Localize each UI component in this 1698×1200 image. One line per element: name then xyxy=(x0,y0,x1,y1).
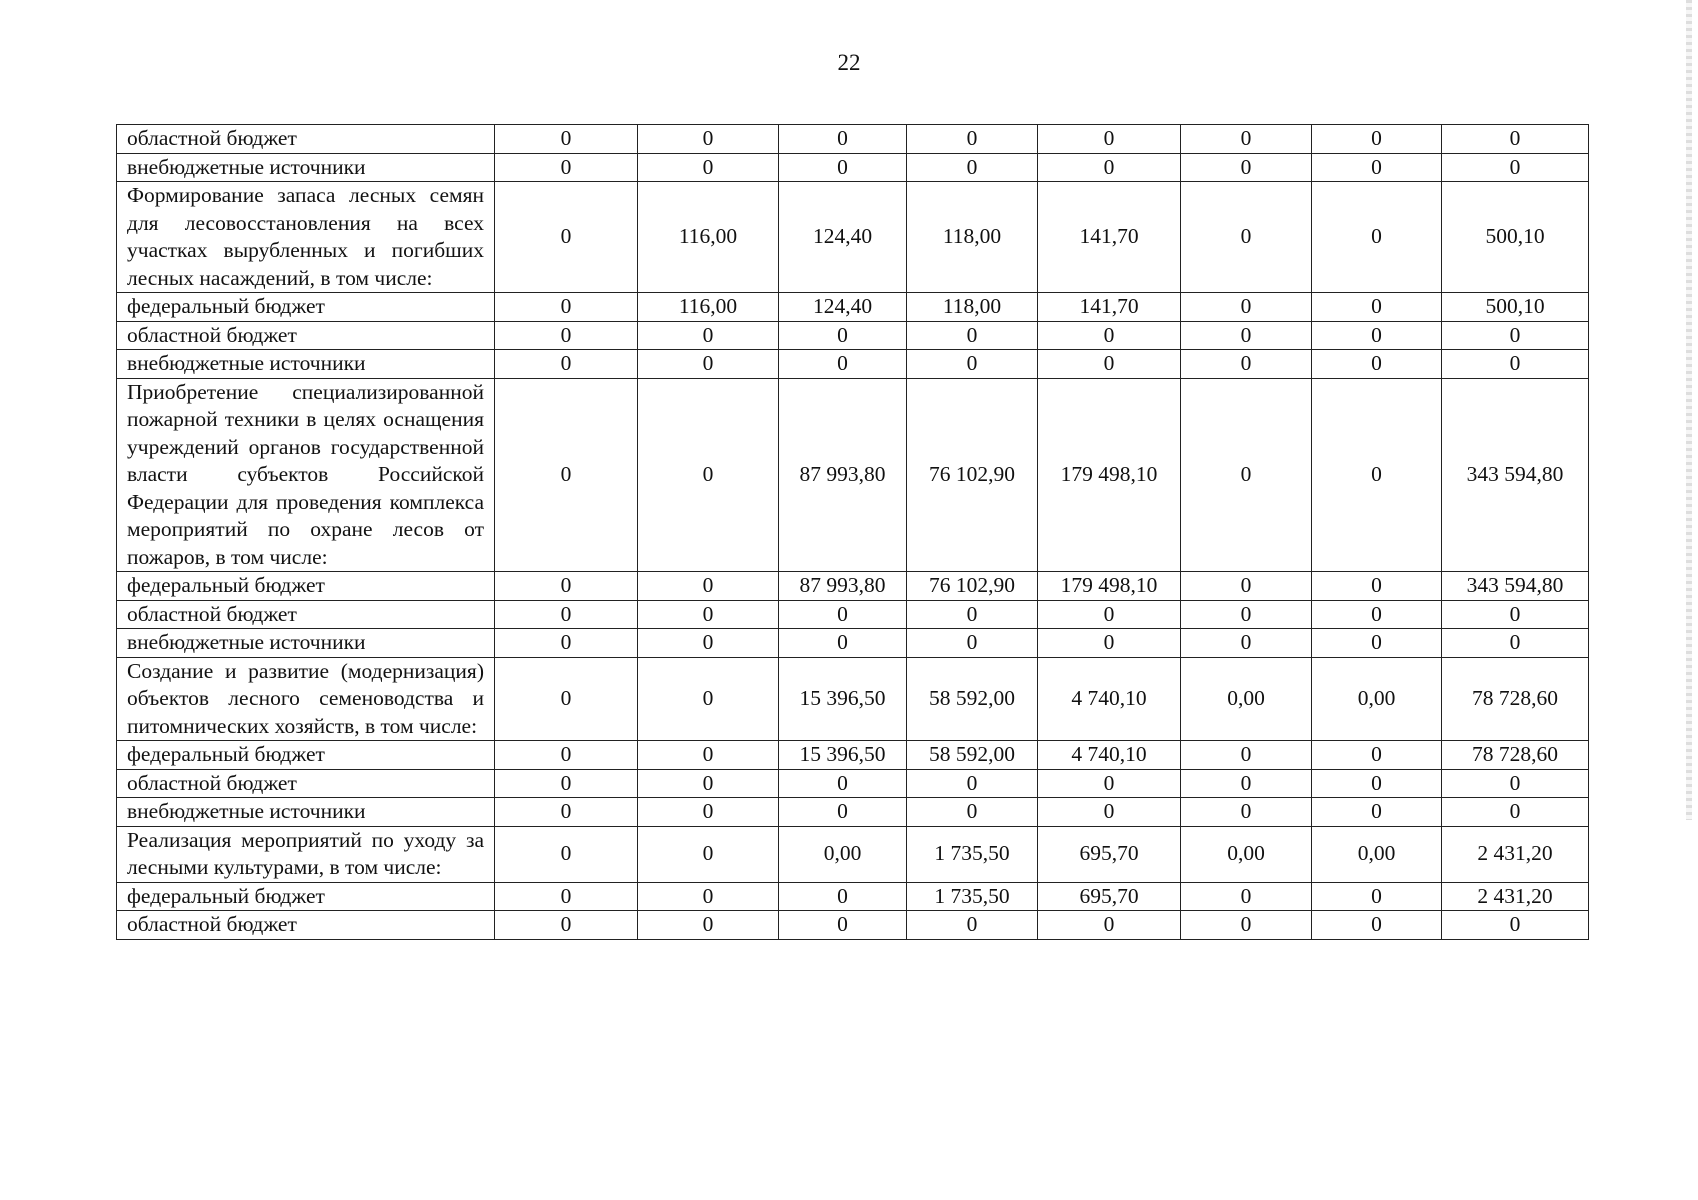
value-cell: 0 xyxy=(638,600,779,629)
value-cell: 0 xyxy=(1442,153,1589,182)
value-cell: 0 xyxy=(638,826,779,882)
value-cell: 695,70 xyxy=(1038,882,1181,911)
value-cell: 0 xyxy=(779,911,907,940)
value-cell: 1 735,50 xyxy=(907,826,1038,882)
table-row-source xyxy=(117,293,1589,322)
value-cell: 0 xyxy=(1312,911,1442,940)
value-cell: 0 xyxy=(495,882,638,911)
value-cell: 0 xyxy=(495,911,638,940)
row-label: областной бюджет xyxy=(117,321,495,350)
table-row-measure xyxy=(117,657,1589,741)
value-cell: 0,00 xyxy=(1312,657,1442,741)
value-cell: 0 xyxy=(1312,321,1442,350)
value-cell: 0 xyxy=(1038,125,1181,154)
value-cell: 0 xyxy=(495,182,638,293)
table-row-measure xyxy=(117,182,1589,293)
value-cell: 0 xyxy=(907,125,1038,154)
value-cell: 0 xyxy=(638,629,779,658)
value-cell: 0 xyxy=(1038,600,1181,629)
value-cell: 0 xyxy=(1181,321,1312,350)
value-cell: 118,00 xyxy=(907,293,1038,322)
value-cell: 0 xyxy=(638,911,779,940)
value-cell: 124,40 xyxy=(779,182,907,293)
value-cell: 0 xyxy=(1312,293,1442,322)
table-row-measure xyxy=(117,826,1589,882)
value-cell: 0 xyxy=(1442,911,1589,940)
value-cell: 0 xyxy=(495,293,638,322)
value-cell: 179 498,10 xyxy=(1038,572,1181,601)
value-cell: 58 592,00 xyxy=(907,741,1038,770)
table-row-source xyxy=(117,600,1589,629)
row-label: внебюджетные источники xyxy=(117,350,495,379)
value-cell: 0 xyxy=(1181,125,1312,154)
value-cell: 78 728,60 xyxy=(1442,657,1589,741)
value-cell: 0 xyxy=(495,378,638,572)
table-row-source xyxy=(117,350,1589,379)
value-cell: 0 xyxy=(1181,741,1312,770)
value-cell: 0 xyxy=(638,657,779,741)
budget-table xyxy=(116,124,1589,940)
value-cell: 116,00 xyxy=(638,182,779,293)
value-cell: 0,00 xyxy=(779,826,907,882)
value-cell: 0 xyxy=(1312,350,1442,379)
value-cell: 0 xyxy=(638,153,779,182)
value-cell: 0 xyxy=(495,572,638,601)
value-cell: 0,00 xyxy=(1312,826,1442,882)
value-cell: 0 xyxy=(638,350,779,379)
row-label: внебюджетные источники xyxy=(117,629,495,658)
value-cell: 0 xyxy=(495,826,638,882)
value-cell: 0 xyxy=(1181,629,1312,658)
value-cell: 0 xyxy=(1442,125,1589,154)
value-cell: 0 xyxy=(638,882,779,911)
value-cell: 0 xyxy=(495,321,638,350)
row-label: Создание и развитие (модернизация) объектов лесного семеноводства и питомнических хозяйств, в том числе: xyxy=(117,657,495,741)
value-cell: 0 xyxy=(495,798,638,827)
value-cell: 0 xyxy=(1038,350,1181,379)
value-cell: 1 735,50 xyxy=(907,882,1038,911)
table-row-source xyxy=(117,769,1589,798)
value-cell: 4 740,10 xyxy=(1038,741,1181,770)
row-label: Формирование запаса лесных семян для лесовосстановления на всех участках вырубленных и погибших лесных насаждений, в том числе: xyxy=(117,182,495,293)
value-cell: 0 xyxy=(1442,798,1589,827)
value-cell: 0 xyxy=(1181,798,1312,827)
value-cell: 0 xyxy=(495,350,638,379)
row-label: областной бюджет xyxy=(117,125,495,154)
value-cell: 0 xyxy=(907,350,1038,379)
value-cell: 0 xyxy=(779,629,907,658)
value-cell: 0 xyxy=(1038,629,1181,658)
value-cell: 0 xyxy=(1181,350,1312,379)
value-cell: 0 xyxy=(1181,182,1312,293)
value-cell: 0 xyxy=(1312,125,1442,154)
value-cell: 0 xyxy=(1181,769,1312,798)
value-cell: 0 xyxy=(1038,911,1181,940)
value-cell: 0 xyxy=(1442,769,1589,798)
row-label: федеральный бюджет xyxy=(117,572,495,601)
value-cell: 179 498,10 xyxy=(1038,378,1181,572)
value-cell: 0 xyxy=(779,600,907,629)
value-cell: 0 xyxy=(1312,741,1442,770)
table-row-source xyxy=(117,911,1589,940)
value-cell: 0 xyxy=(779,882,907,911)
row-label: внебюджетные источники xyxy=(117,798,495,827)
value-cell: 116,00 xyxy=(638,293,779,322)
value-cell: 78 728,60 xyxy=(1442,741,1589,770)
value-cell: 0 xyxy=(1181,293,1312,322)
value-cell: 141,70 xyxy=(1038,182,1181,293)
row-label: областной бюджет xyxy=(117,911,495,940)
value-cell: 0 xyxy=(1181,600,1312,629)
value-cell: 0 xyxy=(1181,378,1312,572)
row-label: федеральный бюджет xyxy=(117,741,495,770)
row-label: областной бюджет xyxy=(117,600,495,629)
value-cell: 118,00 xyxy=(907,182,1038,293)
value-cell: 0 xyxy=(638,769,779,798)
table-row-source xyxy=(117,798,1589,827)
value-cell: 0 xyxy=(638,378,779,572)
value-cell: 0 xyxy=(1181,572,1312,601)
value-cell: 124,40 xyxy=(779,293,907,322)
table-row-source xyxy=(117,321,1589,350)
value-cell: 0 xyxy=(1442,350,1589,379)
value-cell: 0 xyxy=(1312,182,1442,293)
value-cell: 0 xyxy=(495,741,638,770)
value-cell: 0 xyxy=(1038,798,1181,827)
row-label: федеральный бюджет xyxy=(117,882,495,911)
value-cell: 0 xyxy=(1181,153,1312,182)
value-cell: 0 xyxy=(495,657,638,741)
value-cell: 87 993,80 xyxy=(779,572,907,601)
table-body xyxy=(117,125,1589,940)
value-cell: 0 xyxy=(638,572,779,601)
value-cell: 0 xyxy=(1312,769,1442,798)
table-row-source xyxy=(117,572,1589,601)
value-cell: 0 xyxy=(1442,629,1589,658)
value-cell: 0,00 xyxy=(1181,826,1312,882)
value-cell: 0 xyxy=(907,153,1038,182)
value-cell: 141,70 xyxy=(1038,293,1181,322)
table-row-source xyxy=(117,153,1589,182)
value-cell: 15 396,50 xyxy=(779,741,907,770)
scan-edge-artifact xyxy=(1686,0,1692,820)
value-cell: 15 396,50 xyxy=(779,657,907,741)
table-row-measure xyxy=(117,378,1589,572)
row-label: внебюджетные источники xyxy=(117,153,495,182)
value-cell: 0 xyxy=(638,741,779,770)
value-cell: 0 xyxy=(495,153,638,182)
value-cell: 500,10 xyxy=(1442,293,1589,322)
value-cell: 76 102,90 xyxy=(907,572,1038,601)
value-cell: 0 xyxy=(779,769,907,798)
value-cell: 0 xyxy=(495,125,638,154)
value-cell: 0 xyxy=(1312,600,1442,629)
value-cell: 0 xyxy=(1038,321,1181,350)
page-number: 22 xyxy=(837,50,861,75)
value-cell: 343 594,80 xyxy=(1442,572,1589,601)
value-cell: 0 xyxy=(907,798,1038,827)
table-row-source xyxy=(117,882,1589,911)
value-cell: 0 xyxy=(1181,911,1312,940)
value-cell: 343 594,80 xyxy=(1442,378,1589,572)
value-cell: 695,70 xyxy=(1038,826,1181,882)
value-cell: 0 xyxy=(1038,153,1181,182)
value-cell: 0 xyxy=(495,629,638,658)
value-cell: 0 xyxy=(1442,600,1589,629)
value-cell: 0 xyxy=(779,321,907,350)
value-cell: 500,10 xyxy=(1442,182,1589,293)
value-cell: 0 xyxy=(779,798,907,827)
value-cell: 0,00 xyxy=(1181,657,1312,741)
value-cell: 0 xyxy=(1312,153,1442,182)
value-cell: 87 993,80 xyxy=(779,378,907,572)
value-cell: 0 xyxy=(779,125,907,154)
value-cell: 0 xyxy=(907,600,1038,629)
value-cell: 4 740,10 xyxy=(1038,657,1181,741)
value-cell: 0 xyxy=(907,769,1038,798)
row-label: федеральный бюджет xyxy=(117,293,495,322)
value-cell: 0 xyxy=(638,125,779,154)
value-cell: 0 xyxy=(638,798,779,827)
value-cell: 58 592,00 xyxy=(907,657,1038,741)
value-cell: 2 431,20 xyxy=(1442,826,1589,882)
value-cell: 0 xyxy=(1312,572,1442,601)
value-cell: 0 xyxy=(1312,882,1442,911)
value-cell: 0 xyxy=(1312,378,1442,572)
value-cell: 2 431,20 xyxy=(1442,882,1589,911)
table-row-source xyxy=(117,629,1589,658)
value-cell: 0 xyxy=(907,321,1038,350)
value-cell: 0 xyxy=(1181,882,1312,911)
value-cell: 0 xyxy=(907,911,1038,940)
value-cell: 0 xyxy=(638,321,779,350)
value-cell: 0 xyxy=(1312,629,1442,658)
value-cell: 0 xyxy=(1442,321,1589,350)
value-cell: 0 xyxy=(1038,769,1181,798)
value-cell: 0 xyxy=(779,153,907,182)
table-row-source xyxy=(117,125,1589,154)
value-cell: 76 102,90 xyxy=(907,378,1038,572)
value-cell: 0 xyxy=(495,600,638,629)
value-cell: 0 xyxy=(907,629,1038,658)
table-row-source xyxy=(117,741,1589,770)
value-cell: 0 xyxy=(779,350,907,379)
row-label: областной бюджет xyxy=(117,769,495,798)
value-cell: 0 xyxy=(495,769,638,798)
row-label: Приобретение специализированной пожарной техники в целях оснащения учреждений органов государственной власти субъектов Российской Федерации для проведения комплекса мероприятий по охране лесов от пожаров, в том числе: xyxy=(117,378,495,572)
value-cell: 0 xyxy=(1312,798,1442,827)
row-label: Реализация мероприятий по уходу за лесными культурами, в том числе: xyxy=(117,826,495,882)
